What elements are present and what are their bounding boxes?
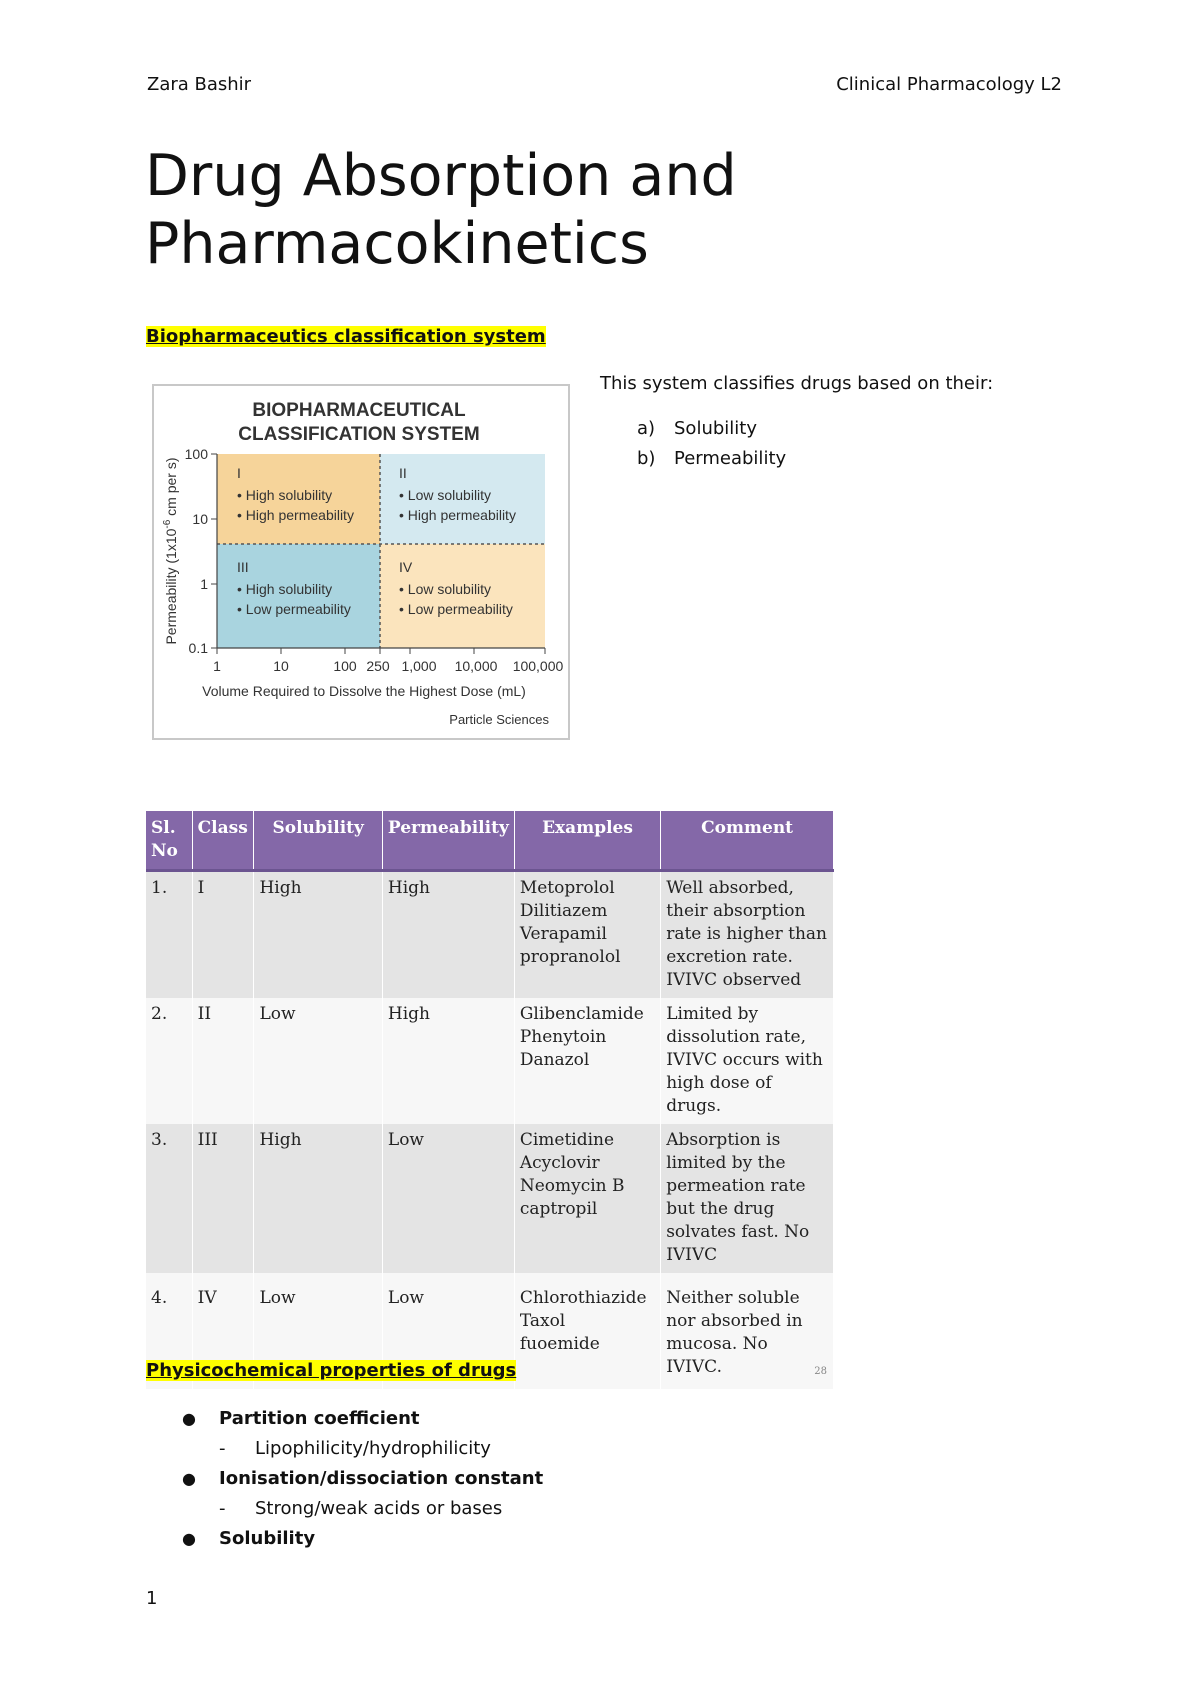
bullet-icon: ● (182, 1469, 196, 1488)
bullet-icon: ● (182, 1409, 196, 1428)
cell-comment: Absorption is limited by the permeation rate but the drug solvates fast. No IVIVC (661, 1124, 834, 1273)
bullet-icon: ● (182, 1529, 196, 1548)
cell-class: IV (192, 1273, 254, 1389)
cell-solubility: High (254, 1124, 382, 1273)
property-label: Partition coefficient (219, 1408, 420, 1429)
document-title: Drug Absorption and Pharmacokinetics (145, 143, 737, 277)
x-tick-label: 1 (213, 658, 221, 674)
quadrant-iv-numeral: IV (399, 559, 413, 575)
list-item (182, 1524, 543, 1554)
figure-title-line1: BIOPHARMACEUTICAL (252, 400, 466, 421)
cell-solubility: Low (254, 998, 382, 1124)
list-marker: a) (637, 418, 656, 439)
property-label: Solubility (219, 1528, 316, 1549)
example-drug: Taxol (519, 1311, 566, 1331)
header-comment: Comment (661, 811, 834, 871)
section-heading-bcs-text: Biopharmaceutics classification system (146, 326, 546, 347)
table-row (146, 871, 834, 999)
example-drug: Acyclovir (519, 1153, 600, 1173)
header-class: Class (192, 811, 254, 871)
sub-item-text: Strong/weak acids or bases (255, 1498, 503, 1519)
header-sl-no: Sl. No (146, 811, 192, 871)
cell-permeability: High (382, 871, 514, 999)
cell-permeability: Low (382, 1273, 514, 1389)
quadrant-ii-numeral: II (399, 465, 407, 481)
example-drug: propranolol (519, 947, 621, 967)
cell-examples (514, 1124, 660, 1273)
cell-class: II (192, 998, 254, 1124)
x-tick-label: 10 (273, 658, 289, 674)
list-item (182, 1404, 543, 1464)
criterion-permeability: Permeability (674, 448, 787, 469)
table-row (146, 998, 834, 1124)
criterion-solubility: Solubility (674, 418, 757, 439)
quadrant-iv-line2: • Low permeability (399, 601, 513, 617)
example-drug: Neomycin B (519, 1176, 625, 1196)
physicochemical-list (182, 1404, 543, 1554)
x-axis-label: Volume Required to Dissolve the Highest Dose (mL) (202, 683, 526, 699)
x-tick-label: 100,000 (512, 658, 564, 674)
section-heading-physicochemical-text: Physicochemical properties of drugs (146, 1360, 517, 1381)
quadrant-i-line2: • High permeability (237, 507, 354, 523)
example-drug: Metoprolol (519, 878, 615, 898)
bcs-figure (152, 384, 570, 740)
header-examples: Examples (514, 811, 660, 871)
section-heading-bcs (146, 326, 546, 347)
example-drug: Chlorothiazide (519, 1288, 647, 1308)
y-tick-label: 10 (192, 511, 208, 527)
header-author: Zara Bashir (147, 74, 252, 95)
cell-permeability: Low (382, 1124, 514, 1273)
cell-examples (514, 871, 660, 999)
cell-comment (661, 1273, 834, 1389)
quadrant-iv-line1: • Low solubility (399, 581, 492, 597)
slide-number: 28 (814, 1366, 827, 1377)
x-tick-label: 10,000 (454, 658, 498, 674)
y-tick-label: 1 (200, 576, 208, 592)
list-marker: b) (637, 448, 656, 469)
quadrant-i-numeral: I (237, 465, 241, 481)
example-drug: fuoemide (519, 1334, 600, 1354)
example-drug: Glibenclamide (519, 1004, 644, 1024)
cell-permeability: High (382, 998, 514, 1124)
sub-item: - Strong/weak acids or bases (219, 1498, 503, 1519)
quadrant-iii-line1: • High solubility (237, 581, 333, 597)
bcs-intro-text: This system classifies drugs based on their: (600, 373, 994, 394)
cell-comment: Well absorbed, their absorption rate is higher than excretion rate. IVIVC observed (661, 871, 834, 999)
x-tick-label: 1,000 (401, 658, 437, 674)
cell-sl: 3. (146, 1124, 192, 1273)
table-header-row (146, 811, 834, 871)
y-tick-label: 100 (184, 446, 208, 462)
cell-solubility: Low (254, 1273, 382, 1389)
cell-class: I (192, 871, 254, 999)
example-drug: Cimetidine (519, 1130, 615, 1150)
cell-solubility: High (254, 871, 382, 999)
sub-item: - Lipophilicity/hydrophilicity (219, 1438, 491, 1459)
x-tick-label: 250 (366, 658, 390, 674)
header-course: Clinical Pharmacology L2 (836, 74, 1062, 95)
example-drug: Danazol (519, 1050, 590, 1070)
header-solubility: Solubility (254, 811, 382, 871)
y-axis-label: Permeability ($1x10^{-6}$ cm per s) (162, 457, 179, 645)
y-tick-label: 0.1 (188, 640, 208, 656)
cell-class: III (192, 1124, 254, 1273)
example-drug: Phenytoin (519, 1027, 607, 1047)
cell-comment-text: Neither soluble nor absorbed in mucosa. No IVIVC. (666, 1288, 803, 1377)
property-label: Ionisation/dissociation constant (219, 1468, 544, 1489)
sub-item-text: Lipophilicity/hydrophilicity (255, 1438, 491, 1459)
cell-sl: 4. (146, 1273, 192, 1389)
quadrant-ii-line2: • High permeability (399, 507, 516, 523)
example-drug: captropil (519, 1199, 598, 1219)
quadrant-ii-line1: • Low solubility (399, 487, 492, 503)
bcs-table (146, 811, 834, 1389)
quadrant-iii-line2: • Low permeability (237, 601, 351, 617)
page-number: 1 (146, 1588, 158, 1609)
example-drug: Verapamil (519, 924, 607, 944)
x-tick-label: 100 (333, 658, 357, 674)
quadrant-iii-numeral: III (237, 559, 249, 575)
cell-comment: Limited by dissolution rate, IVIVC occurs with high dose of drugs. (661, 998, 834, 1124)
cell-sl: 2. (146, 998, 192, 1124)
figure-credit: Particle Sciences (449, 712, 549, 727)
cell-examples (514, 1273, 660, 1389)
example-drug: Dilitiazem (519, 901, 608, 921)
header-permeability: Permeability (382, 811, 514, 871)
list-item (182, 1464, 543, 1524)
section-heading-physicochemical (146, 1360, 516, 1381)
figure-title-line2: CLASSIFICATION SYSTEM (238, 424, 480, 445)
quadrant-i-line1: • High solubility (237, 487, 333, 503)
cell-examples (514, 998, 660, 1124)
cell-sl: 1. (146, 871, 192, 999)
table-row (146, 1124, 834, 1273)
